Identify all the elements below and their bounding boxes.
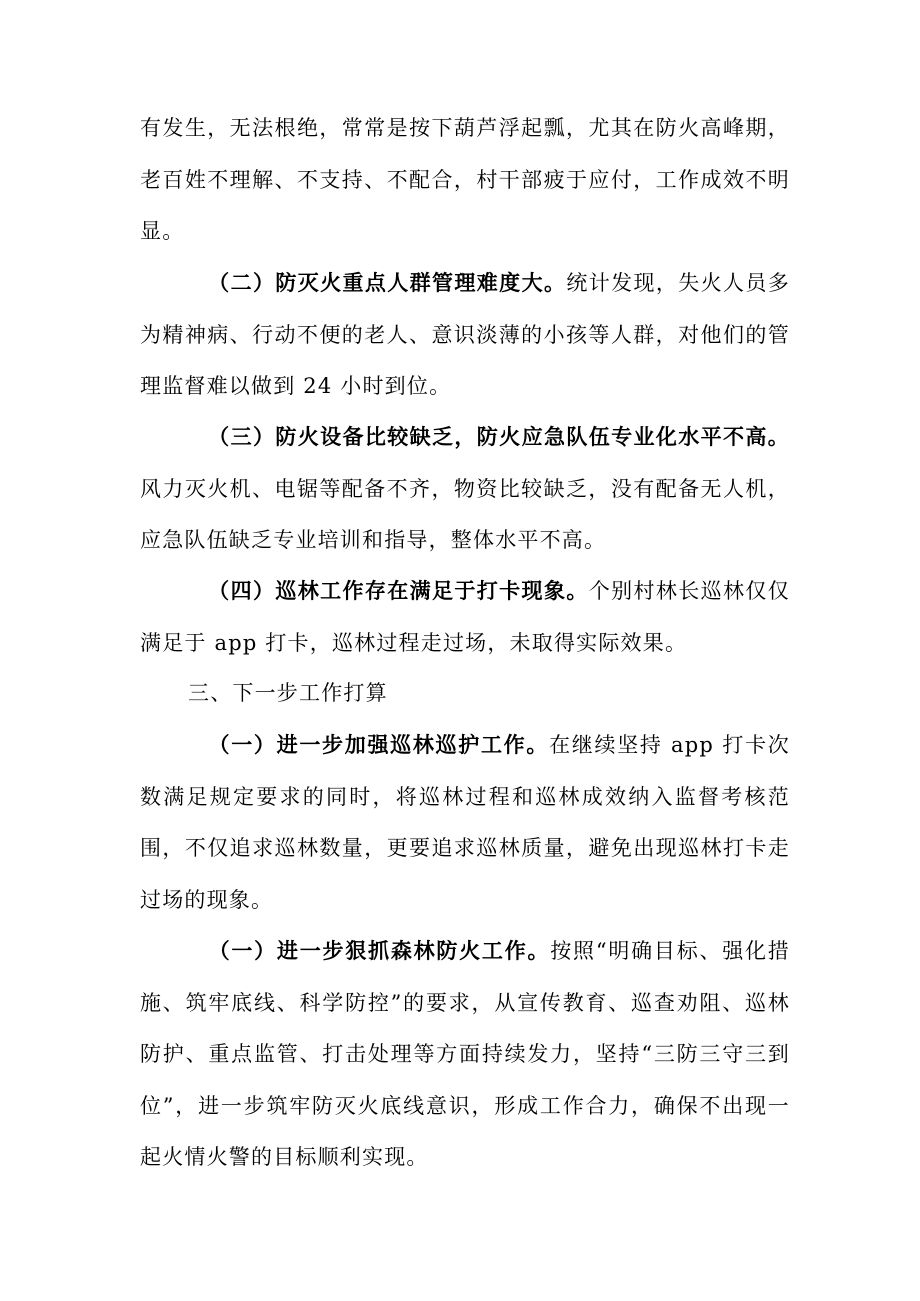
paragraph-text: 按照“明确目标、强化措施、筑牢底线、科学防控”的要求，从宣传教育、巡查劝阻、巡林防护、重点监管、打击处理等方面持续发力，坚持“三防三守三到位”，进一步筑牢防灭火底线意识，形成工作合力，确保不出现一起火情火警的目标顺利实现。 bbox=[140, 939, 791, 1169]
paragraph-key-groups bbox=[140, 257, 790, 413]
section-title: 三、下一步工作打算 bbox=[188, 681, 388, 705]
paragraph-text: 统计发现，失火人员多为精神病、行动不便的老人、意识淡薄的小孩等人群，对他们的管理监督难以做到 24 小时到位。 bbox=[140, 271, 791, 398]
paragraph-strengthen-patrol bbox=[140, 719, 790, 926]
paragraph-patrol-checkin bbox=[140, 565, 790, 669]
paragraph-text: 在继续坚持 app 打卡次数满足规定要求的同时，将巡林过程和巡林成效纳入监督考核范围，不仅追求巡林数量，更要追求巡林质量，避免出现巡林打卡走过场的现象。 bbox=[140, 733, 791, 912]
paragraph-text: 有发生，无法根绝，常常是按下葫芦浮起瓢，尤其在防火高峰期，老百姓不理解、不支持、不配合，村干部疲于应付，工作成效不明显。 bbox=[140, 116, 790, 243]
paragraph-continuation bbox=[140, 103, 790, 258]
paragraph-heading: （二）防灭火重点人群管理难度大。 bbox=[208, 270, 567, 295]
paragraph-heading: （三）防火设备比较缺乏，防火应急队伍专业化水平不高。 bbox=[208, 424, 790, 449]
paragraph-text: 个别村林长巡林仅仅满足于 app 打卡，巡林过程走过场，未取得实际效果。 bbox=[140, 579, 790, 655]
paragraph-heading: （一）进一步狠抓森林防火工作。 bbox=[208, 938, 551, 963]
paragraph-equipment bbox=[140, 411, 790, 567]
paragraph-heading: （一）进一步加强巡林巡护工作。 bbox=[208, 732, 550, 757]
paragraph-text: 风力灭火机、电锯等配备不齐，物资比较缺乏，没有配备无人机，应急队伍缺乏专业培训和指导，整体水平不高。 bbox=[140, 476, 790, 552]
paragraph-fire-prevention bbox=[140, 925, 790, 1184]
paragraph-heading: （四）巡林工作存在满足于打卡现象。 bbox=[208, 578, 589, 603]
